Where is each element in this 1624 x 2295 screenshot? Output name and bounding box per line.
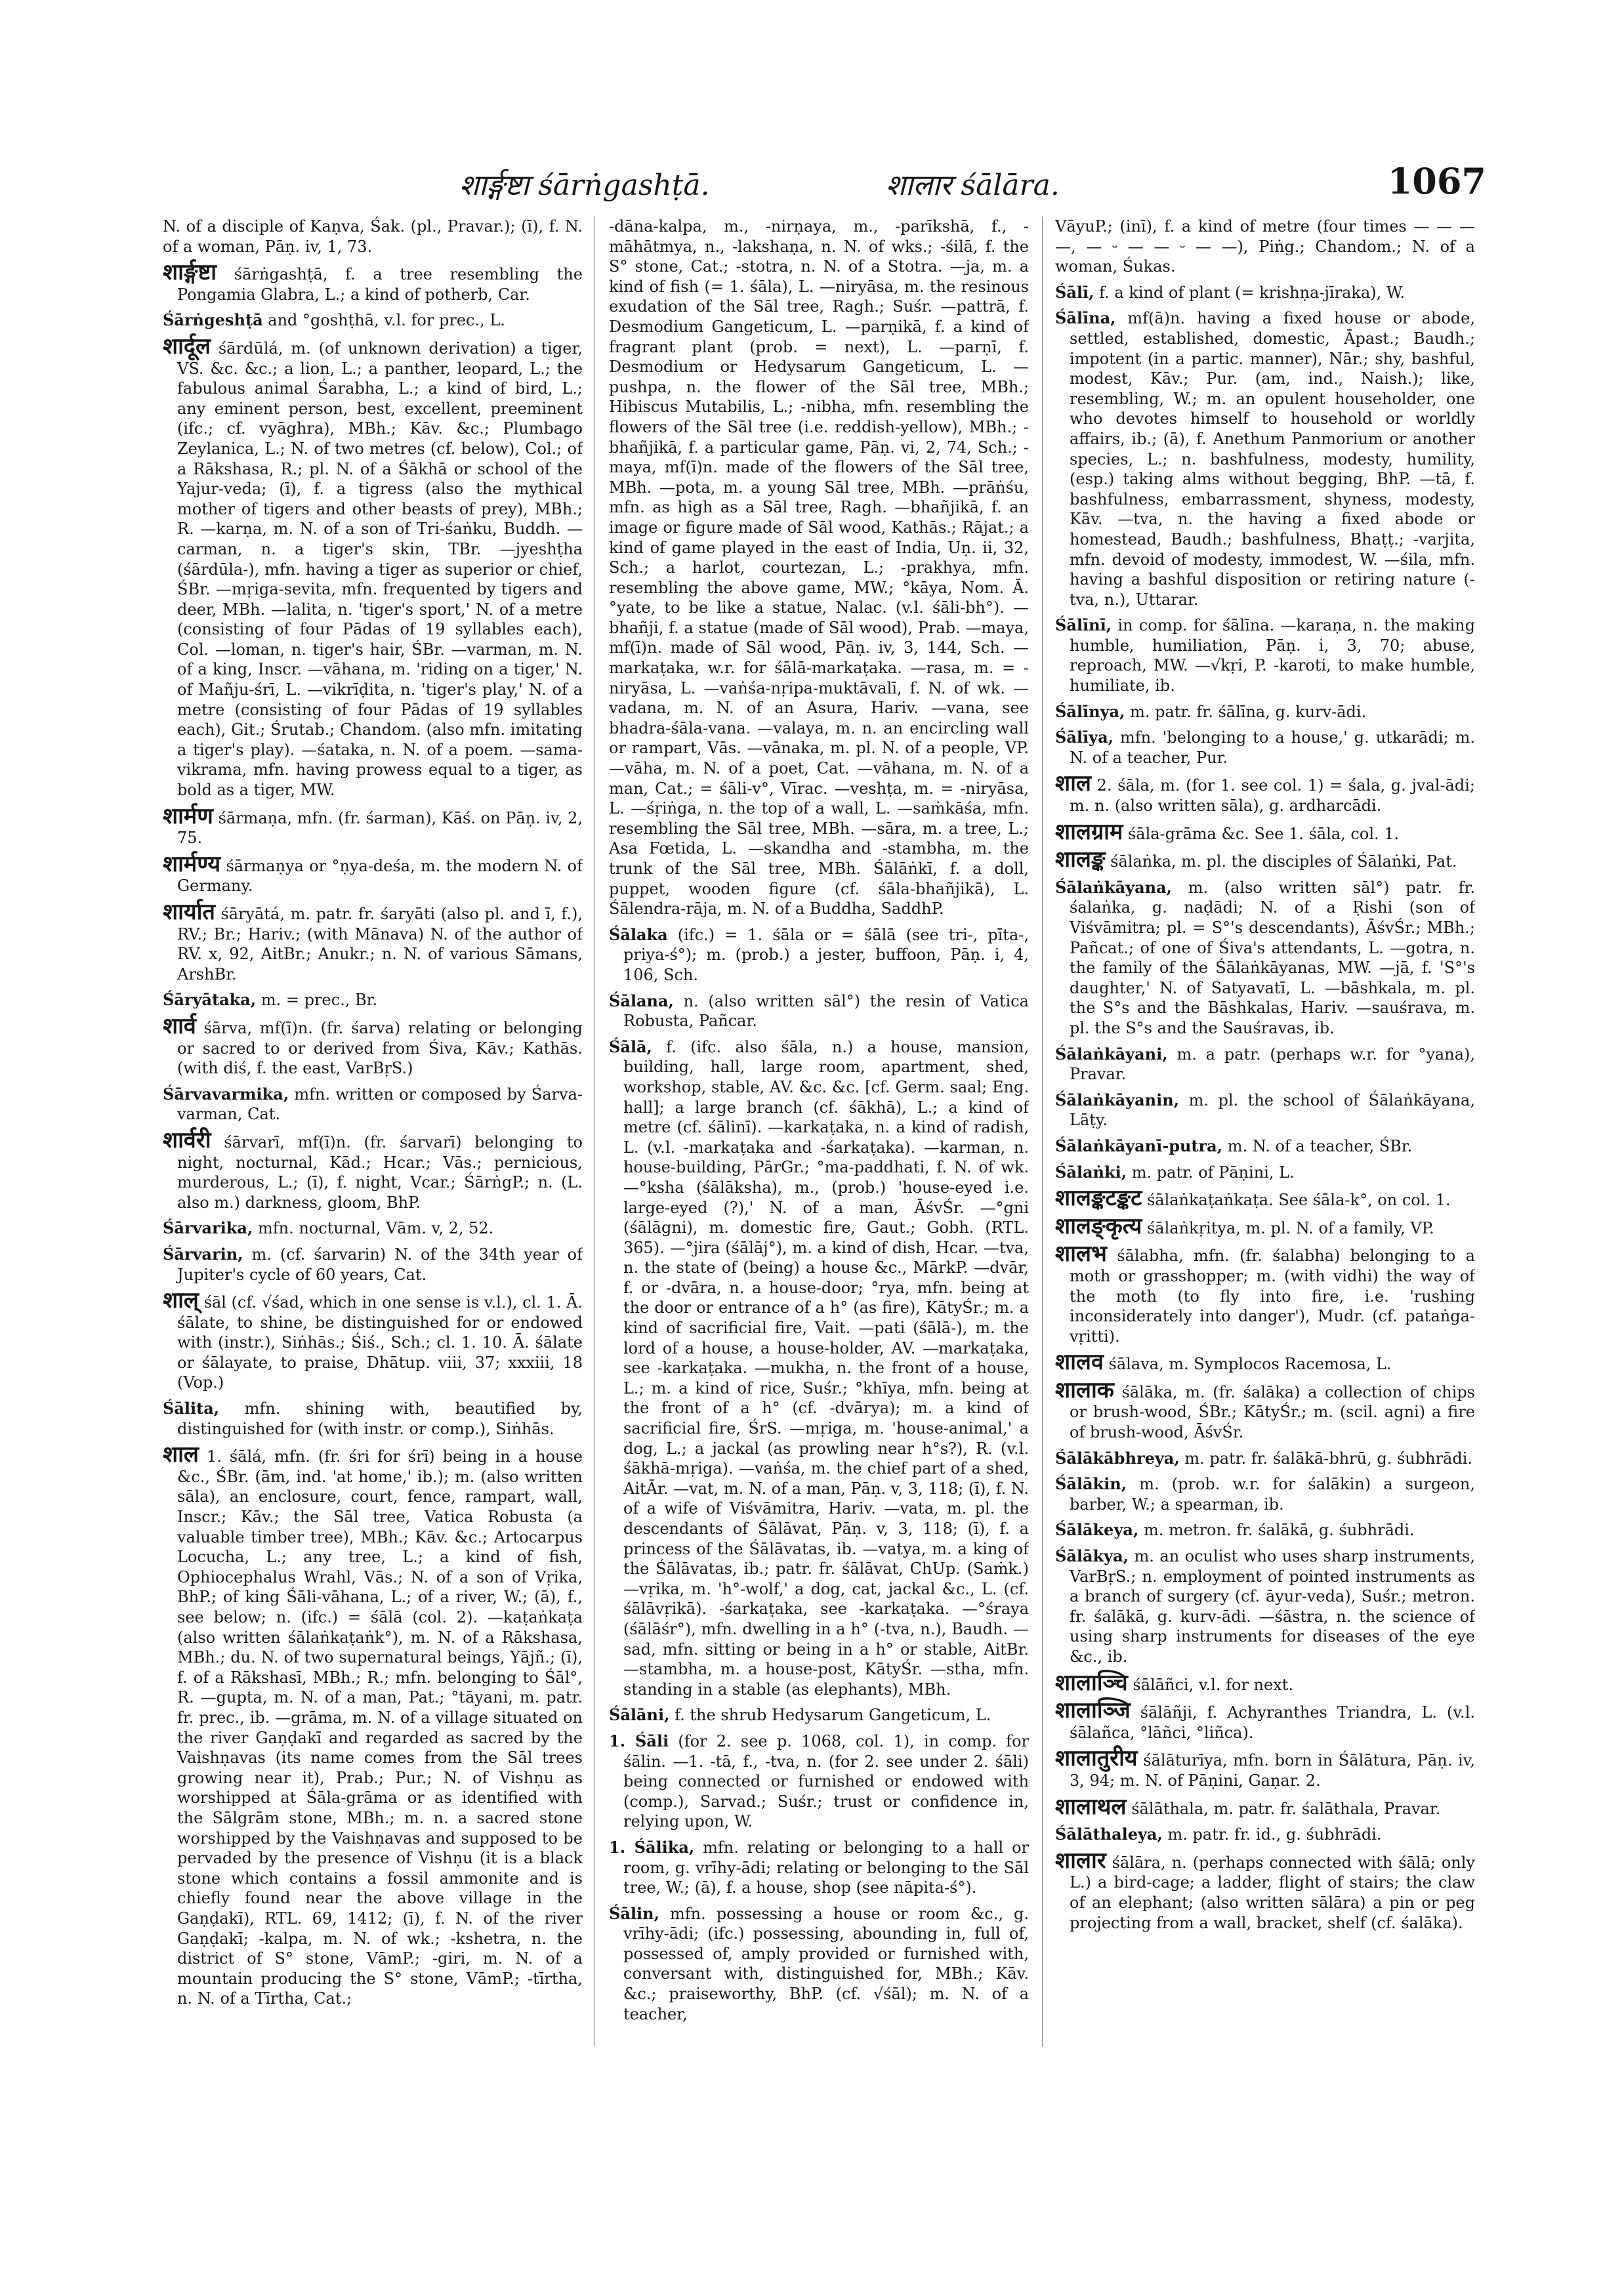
dictionary-entry (1055, 1847, 1475, 1933)
entry-headword: शार्वरी (163, 1127, 211, 1153)
dictionary-entry (609, 1904, 1029, 2025)
entry-headword: Śālaṅki, (1055, 1162, 1127, 1182)
entry-text: 2. śāla, m. (for 1. see col. 1) = śala, g. jval-ādi; m. n. (also written sāla), g. ardharcādi. (1070, 776, 1475, 816)
entry-headword: Śālāni, (609, 1705, 670, 1725)
dictionary-entry (609, 991, 1029, 1031)
entry-headword: Śālaṅkāyani, (1055, 1044, 1168, 1064)
dictionary-entry (1055, 308, 1475, 610)
entry-text: m. patr. fr. id., g. śubhrādi. (1167, 1825, 1382, 1844)
entry-text: f. (ifc. also śāla, n.) a house, mansion, building, hall, large room, apartment, shed, workshop, stable, AV. &c. &c. [cf. Germ. saal; Eng. hall]; a large branch (cf. śākhā), L.; a kind of metre (cf. śālinī). —karkaṭaka, n. a kind of radish, L. (v.l. -markaṭaka and -śarkaṭaka). —karman, n. house-building, PārGr.; °ma-paddhati, f. N. of wk. —°ksha (śālāksha), m., (prob.) 'house-eyed i.e. large-eyed (?),' N. of a man, ĀśvŚr. —°gni (śālāgni), m. domestic fire, Gaut.; Gobh. (RTL. 365). —°jira (śālāj°), m. a kind of dish, Hcar. —tva, n. the state of (being) a house &c., MārkP. —dvār, f. or -dvāra, n. a house-door; °rya, mfn. being at the door or entrance of a h° (as fire), KātyŚr.; m. a kind of sacrificial fire, Vait. —pati (śālā-), m. the lord of a house, a house-holder, AV. —markaṭaka, see -karkaṭaka. —mukha, n. the front of a house, L.; m. a kind of rice, Suśr.; °khīya, mfn. being at the front of a h° (cf. -dvārya); m. a kind of sacrificial fire, ŚrS. —mṛiga, m. 'house-animal,' a dog, L.; a jackal (as prowling near h°s?), R. (v.l. śākhā-mṛiga). —vaṅśa, m. the chief part of a shed, AitĀr. —vat, m. N. of a man, Pāṇ. v, 3, 118; (ī), f. N. of a wife of Viśvāmitra, Hariv. —vata, m. pl. the descendants of Śālāvat, Pāṇ. v, 3, 118; (ī), f. a princess of the Śālāvatas, ib. —vatya, m. a king of the Śālāvatas, ib.; patr. fr. śālāvat, ChUp. (Saṁk.) —vṛika, m. 'h°-wolf,' a dog, cat, jackal &c., L. (cf. śālāvṛikā). -śarkaṭaka, see -karkaṭaka. —°śraya (śālāśr°), mfn. dwelling in a h° (-tva, n.), Baudh. —sad, mfn. sitting or being in a h° or stable, AitBr. —stambha, m. a house-post, KātyŚr. —stha, mfn. standing in a stable (as elephants), MBh. (623, 1037, 1029, 1699)
entry-text: m. (also written sāl°) patr. fr. śalaṅka, g. naḍādi; N. of a Ṛishi (son of Viśvāmitra; pl. = S°'s descendants), ĀśvŚr.; MBh.; Pañcat.; of one of Śiva's attendants, L. —gotra, n. the family of the Śālaṅkāyanas, MW. —jā, f. 'S°'s daughter,' N. of Satyavatī, L. —bāshkala, m. pl. the S°s and the Bāshkalas, Hariv. —sauśrava, m. pl. the S°s and the Sauśravas, ib. (1070, 878, 1475, 1037)
entry-text: mfn. 'belonging to a house,' g. utkarādi; m. N. of a teacher, Pur. (1070, 728, 1475, 767)
entry-text: śāl (cf. √śad, which in one sense is v.l.), cl. 1. Ā. śālate, to shine, be distinguished for or endowed with (instr.), Siṅhās.; Śiś., Sch.; cl. 1. 10. Ā. śālate or śālayate, to praise, Dhātup. viii, 37; xxxiii, 18 (Vop.) (177, 1293, 583, 1392)
entry-text: mfn. nocturnal, Vām. v, 2, 52. (257, 1219, 494, 1238)
dictionary-entry (1055, 770, 1475, 816)
entry-headword: Śālā, (609, 1037, 652, 1056)
dictionary-entry (1055, 1697, 1475, 1743)
entry-headword: Śālana, (609, 991, 674, 1010)
entry-headword: शाल (163, 1441, 199, 1468)
dictionary-entry (163, 850, 583, 896)
entry-headword: शाल (1055, 770, 1091, 797)
dictionary-entry (609, 1731, 1029, 1832)
column-3 (1055, 217, 1475, 1939)
entry-text: mfn. possessing a house or room &c., g. vrīhy-ādi; (ifc.) possessing, abounding in, full of, possessed of, amply provided or furnished with, conversant with, distinguished for, MBh.; Kāv. &c.; praiseworthy, BhP. (cf. √śāl); m. N. of a teacher, (623, 1904, 1029, 2023)
entry-text: m. an oculist who uses sharp instruments, VarBṛS.; n. employment of pointed instruments as a branch of surgery (cf. āyur-veda), Suśr.; metron. fr. śalākā, g. kurv-ādi. —śāstra, n. the science of using sharp instruments for diseases of the eye &c., ib. (1070, 1547, 1475, 1666)
entry-text: mfn. written or composed by Śarva-varman, Cat. (177, 1085, 583, 1124)
entry-text: m. = prec., Br. (260, 991, 378, 1010)
dictionary-entry (1055, 1449, 1475, 1469)
dictionary-entry (163, 1399, 583, 1439)
entry-text: (for 2. see p. 1068, col. 1), in comp. for śālin. —1. -tā, f., -tva, n. (for 2. see under 2. śāli) being connected or furnished or endowed with (comp.), Sarvad.; Suśr.; trust or confidence in, relying upon, W. (623, 1731, 1029, 1831)
entry-text: n. (also written sāl°) the resin of Vatica Robusta, Pañcar. (623, 991, 1029, 1031)
entry-headword: Śālaṅkāyana, (1055, 877, 1173, 897)
dictionary-entry (1055, 1185, 1475, 1212)
dictionary-entry (1055, 1793, 1475, 1820)
entry-text: śālabha, mfn. (fr. śalabha) belonging to a moth or grasshopper; m. (with vidhi) the way of the moth (to fly into fire, i.e. 'rushing inconsiderately into danger'), Mudr. (cf. pataṅga-vṛitti). (1070, 1247, 1475, 1346)
entry-text: m. metron. fr. śalākā, g. śubhrādi. (1143, 1521, 1415, 1540)
entry-headword: Śārvarin, (163, 1244, 243, 1264)
dictionary-entry (1055, 1241, 1475, 1346)
dictionary-entry (1055, 1825, 1475, 1845)
entry-text: N. of a disciple of Kaṇva, Śak. (pl., Pravar.); (ī), f. N. of a woman, Pāṇ. iv, 1, 73. (163, 217, 583, 256)
dictionary-entry (163, 1127, 583, 1212)
entry-text: (ifc.) = 1. śāla or = śālā (see tri-, pīta-, priya-ś°); m. (prob.) a jester, buffoon, Pāṇ. i, 4, 106, Sch. (623, 925, 1029, 984)
dictionary-entry (163, 259, 583, 304)
column-rule (594, 217, 595, 2047)
entry-text: mf(ā)n. having a fixed house or abode, settled, established, domestic, Āpast.; Baudh.; impotent (in a partic. manner), Nār.; shy, bashful, modest, Kāv.; Pur. (am, ind., Naish.); like, resembling, W.; m. an opulent householder, one who devotes himself to household or worldly affairs, ib.; (ā), f. Anethum Panmorium or another species, L.; n. bashfulness, modesty, humility, (esp.) taking alms without begging, BhP. —tā, f. bashfulness, embarrassment, shyness, modesty, Kāv. —tva, n. the having a fixed abode or homestead, Baudh.; bashfulness, Bhaṭṭ.; -varjita, mfn. devoid of modesty, immodest, W. —śila, mfn. having a bashful disposition or retiring nature (-tva, n.), Uttarar. (1070, 309, 1475, 609)
entry-text: śālaṅkaṭaṅkaṭa. See śāla-k°, on col. 1. (1146, 1191, 1451, 1210)
entry-headword: Śālākeya, (1055, 1520, 1139, 1540)
entry-text: śālāka, m. (fr. śalāka) a collection of chips or brush-wood, ŚBr.; KātyŚr.; m. (scil. agni) a fire of brush-wood, ĀśvŚr. (1070, 1382, 1475, 1442)
dictionary-entry (1055, 1044, 1475, 1085)
entry-headword: शार्व (163, 1012, 196, 1039)
entry-text: m. N. of a teacher, ŚBr. (1227, 1136, 1413, 1155)
entry-headword: Śālākya, (1055, 1546, 1129, 1566)
entry-text: śāla-grāma &c. See 1. śāla, col. 1. (1127, 824, 1400, 843)
entry-headword: शालाथल (1055, 1793, 1127, 1820)
entry-headword: Śārvarika, (163, 1218, 253, 1238)
dictionary-entry (163, 1245, 583, 1285)
entry-headword: शालव (1055, 1349, 1104, 1376)
entry-headword: Śālākin, (1055, 1474, 1127, 1494)
entry-headword: Śārvavarmika, (163, 1084, 289, 1104)
left-running-head: शार्ङ्गष्टा śārṅgashṭā. (459, 169, 710, 202)
entry-text: m. (cf. śarvarin) N. of the 34th year of Jupiter's cycle of 60 years, Cat. (177, 1245, 583, 1284)
entry-headword: Śālīnī, (1055, 615, 1112, 635)
entry-text: śālaṅkṛitya, m. pl. N. of a family, VP. (1146, 1218, 1434, 1237)
dictionary-entry (1055, 1212, 1475, 1239)
dictionary-entry (1055, 1669, 1475, 1696)
entry-headword: Śālita, (163, 1399, 220, 1418)
dictionary-entry (1055, 615, 1475, 695)
dictionary-entry (163, 1218, 583, 1239)
column-1 (163, 217, 583, 2015)
dictionary-entry (163, 217, 583, 257)
dictionary-entry (1055, 1349, 1475, 1376)
entry-text: śālāra, n. (perhaps connected with śālā; only L.) a bird-cage; a ladder, flight of stairs; the claw of an elephant; (also written sālāra) a pin or peg projecting from a wall, bracket, shelf (cf. śalāka). (1070, 1853, 1475, 1932)
entry-text: śālaṅka, m. pl. the disciples of Śālaṅki, Pat. (1110, 852, 1457, 871)
entry-headword: शालङ्कृत्य (1055, 1212, 1142, 1239)
dictionary-entry (163, 802, 583, 848)
entry-text: m. pl. the school of Śālaṅkāyana, Lāṭy. (1070, 1090, 1475, 1130)
dictionary-entry (163, 1441, 583, 2009)
entry-text: śālāturīya, mfn. born in Śālātura, Pāṇ. iv, 3, 94; m. N. of Pāṇini, Gaṇar. 2. (1070, 1751, 1475, 1790)
entry-headword: शार्यात (163, 899, 215, 925)
entry-headword: 1. Śāli (609, 1731, 669, 1750)
dictionary-entry (1055, 1136, 1475, 1157)
entry-headword: 1. Śālika, (609, 1837, 695, 1857)
entry-headword: Śāryātaka, (163, 990, 257, 1010)
dictionary-entry (1055, 1163, 1475, 1183)
entry-text: m. a patr. (perhaps w.r. for °yana), Pravar. (1070, 1044, 1475, 1084)
entry-text: śārva, mf(ī)n. (fr. śarva) relating or belonging or sacred to or derived from Śiva, Kāv.; Kathās. (with diś, f. the east, VarBṛS.) (177, 1018, 583, 1078)
entry-text: śālāthala, m. patr. fr. śalāthala, Pravar. (1131, 1799, 1441, 1818)
entry-text: śārmaṇa, mfn. (fr. śarman), Kāś. on Pāṇ. iv, 2, 75. (177, 808, 583, 848)
center-running-head: शालार śālāra. (886, 169, 1060, 202)
entry-headword: शालाक (1055, 1376, 1114, 1403)
page-header (0, 160, 1624, 210)
entry-text: -dāna-kalpa, m., -nirṇaya, m., -parīkshā, f., -māhātmya, n., -lakshaṇa, n. N. of wks.; -śilā, f. the S° stone, Cat.; -stotra, n. N. of a Stotra. —ja, m. a kind of fish (= 1. śāla), L. —niryāsa, m. the resinous exudation of the Sāl tree, Ragh.; Suśr. —pattrā, f. Desmodium Gangeticum, L. —parṇikā, f. a kind of fragrant plant (prob. = next), L. —parṇī, f. Desmodium or Hedysarum Gangeticum, L. —pushpa, n. the flower of the Sāl tree, MBh.; Hibiscus Mutabilis, L.; -nibha, mfn. resembling the flowers of the Sāl tree (i.e. reddish-yellow), MBh.; -bhañjikā, f. a particular game, Pāṇ. vi, 2, 74, Sch.; -maya, mf(ī)n. made of the flowers of the Sāl tree, MBh. —pota, m. a young Sāl tree, MBh. —prāṅśu, mfn. as high as a Sāl tree, Ragh. —bhañjikā, f. an image or figure made of Sāl wood, Kathās.; Rājat.; a kind of game played in the east of India, Uṇ. ii, 32, Sch.; a harlot, courtezan, L.; -prakhya, mfn. resembling the above game, MW.; °kāya, Nom. Ā. °yate, to be like a statue, Nalac. (v.l. śāli-bh°). —bhañji, f. a statue (made of Sāl wood), Prab. —maya, mf(ī)n. made of Sāl wood, Pāṇ. iv, 3, 144, Sch. —markaṭaka, w.r. for śālā-markaṭaka. —rasa, m. = -niryāsa, L. —vaṅśa-nṛipa-muktāvalī, f. N. of wk. —vadana, m. N. of an Asura, Hariv. —vana, see bhadra-śāla-vana. —valaya, m. n. an encircling wall or rampart, Vās. —vānaka, m. pl. N. of a people, VP. —vāha, m. N. of a poet, Cat. —vāhana, m. N. of a man, Cat.; = śāli-v°, Vīrac. —veshṭa, m. = -niryāsa, L. —śṛiṅga, n. the top of a wall, L. —saṁkāśa, mfn. resembling the Sāl tree, MBh. —sāra, m. a tree, L.; Asa Fœtida, L. —skandha and -stambha, m. the trunk of the Sāl tree, MBh. Śālāṅkī, f. a doll, puppet, wooden figure (cf. śāla-bhañjikā), L. Śālendra-rāja, m. N. of a Buddha, SaddhP. (609, 217, 1029, 919)
entry-text: śālava, m. Symplocos Racemosa, L. (1108, 1355, 1392, 1374)
entry-text: 1. śālá, mfn. (fr. śri for śrī) being in a house &c., ŚBr. (ām, ind. 'at home,' ib.); m. (also written sāla), an enclosure, court, fence, rampart, wall, Inscr.; Kāv.; the Sāl tree, Vatica Robusta (a valuable timber tree), MBh.; Kāv. &c.; Artocarpus Locucha, L.; any tree, L.; a kind of fish, Ophiocephalus Wrahl, Vās.; N. of a son of Vṛika, BhP.; of king Śāli-vāhana, L.; of a river, W.; (ā), f., see below; n. (ifc.) = śālā (col. 2). —kaṭaṅkaṭa (also written śālaṅkaṭaṅk°), m. N. of a Rākshasa, MBh.; du. N. of two supernatural beings, Yājñ.; (ī), f. of a Rākshasī, MBh.; R.; mfn. belonging to Śāl°, R. —gupta, m. N. of a man, Pat.; °tāyani, m. patr. fr. prec., ib. —grāma, m. N. of a village situated on the river Gaṇḍakī and regarded as sacred by the Vaishṇavas (its name comes from the Sāl trees growing near it), Prab.; Pur.; N. of Vishṇu as worshipped at Śāla-grāma or as identified with the Sālgrām stone, MBh.; m. n. a sacred stone worshipped by the Vaishṇavas and supposed to be pervaded by the presence of Vishṇu (it is a black stone which contains a fossil ammonite and is chiefly found near the above village in the Gaṇḍakī), RTL. 69, 1412; (ī), f. N. of the river Gaṇḍakī; -kalpa, m. N. of wk.; -kshetra, n. the district of S° stone, VāmP.; -giri, m. N. of a mountain producing the S° stone, VāmP.; -tīrtha, n. N. of a Tīrtha, Cat.; (177, 1447, 583, 2008)
entry-text: m. patr. fr. śalākā-bhrū, g. śubhrādi. (1184, 1449, 1473, 1468)
dictionary-entry (163, 990, 583, 1010)
entry-headword: Śālākābhreya, (1055, 1448, 1180, 1468)
entry-headword: शालङ्कटङ्कट (1055, 1185, 1142, 1212)
dictionary-entry (1055, 818, 1475, 845)
entry-headword: शालग्राम (1055, 818, 1123, 845)
dictionary-entry (163, 333, 583, 800)
entry-text: m. patr. of Pāṇini, L. (1131, 1163, 1295, 1182)
entry-headword: शालातुरीय (1055, 1745, 1138, 1772)
dictionary-entry (1055, 1546, 1475, 1667)
dictionary-entry (1055, 217, 1475, 277)
dictionary-entry (1055, 728, 1475, 768)
entry-headword: शार्मण (163, 802, 213, 829)
dictionary-entry (1055, 1520, 1475, 1540)
dictionary-entry (1055, 878, 1475, 1039)
page-number: 1067 (1387, 160, 1486, 202)
entry-text: śālāñci, v.l. for next. (1133, 1675, 1294, 1694)
entry-headword: शार्दूल (163, 333, 211, 360)
entry-headword: Śālīna, (1055, 308, 1116, 328)
entry-text: śārmaṇya or °ṇya-deśa, m. the modern N. of Germany. (177, 856, 583, 896)
entry-text: śāryātá, m. patr. fr. śaryāti (also pl. and ī, f.), RV.; Br.; Hariv.; (with Mānava) N. of the author of RV. x, 92, AitBr.; Anukr.; n. N. of various Sāmans, ArshBr. (177, 905, 583, 983)
entry-headword: Śālīnya, (1055, 701, 1125, 721)
entry-headword: शालङ्क (1055, 846, 1106, 873)
dictionary-entry (163, 1012, 583, 1079)
dictionary-entry (1055, 1376, 1475, 1443)
dictionary-entry (1055, 1745, 1475, 1790)
entry-headword: Śālaṅkāyanin, (1055, 1090, 1180, 1109)
entry-headword: शालार (1055, 1847, 1106, 1874)
entry-text: śālāñji, f. Achyranthes Triandra, L. (v.l. śālañca, °lāñci, °liñca). (1070, 1703, 1475, 1742)
entry-text: f. the shrub Hedysarum Gangeticum, L. (675, 1706, 991, 1725)
entry-headword: Śālī, (1055, 282, 1094, 302)
entry-text: m. patr. fr. śālīna, g. kurv-ādi. (1130, 702, 1367, 721)
entry-headword: Śālaka (609, 924, 668, 944)
column-rule (1042, 217, 1043, 2047)
entry-text: mfn. shining with, beautified by, distinguished for (with instr. or comp.), Siṅhās. (177, 1399, 583, 1438)
entry-text: mfn. relating or belonging to a hall or room, g. vrīhy-ādi; relating or belonging to the Sāl tree, W.; (ā), f. a house, shop (see nāpita-ś°). (623, 1838, 1029, 1897)
entry-headword: Śālaṅkāyanī-putra, (1055, 1136, 1223, 1155)
entry-text: śārdūlá, m. (of unknown derivation) a tiger, VS. &c. &c.; a lion, L.; a panther, leopard, L.; the fabulous animal Śarabha, L.; a kind of bird, L.; any eminent person, best, excellent, preeminent (ifc.; cf. vyāghra), MBh.; Kāv. &c.; Plumbago Zeylanica, L.; N. of two metres (cf. below), Col.; of a Rākshasa, R.; pl. N. of a Śākhā or school of the Yajur-veda; (ī), f. a tigress (also the mythical mother of tigers and other beasts of prey), MBh.; R. —karṇa, m. N. of a son of Tri-śaṅku, Buddh. —carman, n. a tiger's skin, TBr. —jyeshṭha (śārdūla-), mfn. having a tiger as superior or chief, ŚBr. —mṛiga-sevita, mfn. frequented by tigers and deer, MBh. —lalita, n. 'tiger's sport,' N. of a metre (consisting of four Pādas of 19 syllables each), Col. —loman, n. tiger's hair, ŚBr. —varman, m. N. of a king, Inscr. —vāhana, m. 'riding on a tiger,' N. of Mañju-śrī, L. —vikrīḍita, n. 'tiger's play,' N. of a metre (consisting of four Pādas of 19 syllables each), Git.; Śrutab.; Chandom. (also mfn. imitating a tiger's play). —śataka, n. N. of a poem. —sama-vikrama, mfn. having prowess equal to a tiger, as bold as a tiger, MW. (177, 339, 583, 800)
entry-text: śārvarī, mf(ī)n. (fr. śarvarī) belonging to night, nocturnal, Kād.; Hcar.; Vās.; pernicious, murderous, L.; (ī), f. night, Vcar.; ŚārṅgP.; n. (L. also m.) darkness, gloom, BhP. (177, 1132, 583, 1212)
entry-text: f. a kind of plant (= krishṇa-jīraka), W. (1099, 283, 1405, 302)
dictionary-entry (1055, 846, 1475, 873)
entry-headword: Śālāthaleya, (1055, 1825, 1163, 1844)
dictionary-entry (163, 1287, 583, 1393)
dictionary-entry (1055, 283, 1475, 303)
dictionary-entry (163, 1085, 583, 1125)
dictionary-entry (609, 925, 1029, 985)
dictionary-entry (1055, 1474, 1475, 1514)
dictionary-entry (1055, 1090, 1475, 1130)
entry-text: śārṅgashṭā, f. a tree resembling the Pongamia Glabra, L.; a kind of potherb, Car. (177, 265, 583, 304)
column-2 (609, 217, 1029, 2030)
entry-text: VāyuP.; (inī), f. a kind of metre (four times — — — —, — ⏑ — — ⏑ — —), Piṅg.; Chandom.; N. of a woman, Śukas. (1055, 217, 1475, 276)
dictionary-entry (1055, 702, 1475, 722)
dictionary-entry (163, 899, 583, 984)
entry-headword: शाल् (163, 1287, 199, 1314)
entry-text: and °goshṭhā, v.l. for prec., L. (268, 311, 505, 330)
dictionary-entry (609, 1838, 1029, 1898)
entry-headword: शालभ (1055, 1241, 1107, 1268)
entry-text: in comp. for śālīna. —karaṇa, n. the making humble, humiliation, Pāṇ. i, 3, 70; abuse, reproach, MW. —√kṛi, P. -karoti, to make humble, humiliate, ib. (1070, 616, 1475, 695)
entry-headword: शार्मण्य (163, 850, 221, 877)
entry-headword: शालाञ्जि (1055, 1697, 1131, 1724)
dictionary-entry (609, 1037, 1029, 1700)
dictionary-entry (609, 1705, 1029, 1726)
entry-text: m. (prob. w.r. for śalākin) a surgeon, barber, W.; a spearman, ib. (1070, 1475, 1475, 1514)
entry-headword: शालाञ्चि (1055, 1669, 1128, 1696)
entry-headword: Śālin, (609, 1903, 659, 1923)
entry-headword: शार्ङ्गष्टा (163, 259, 217, 286)
dictionary-entry (163, 310, 583, 331)
entry-headword: Śālīya, (1055, 728, 1114, 747)
entry-headword: Śārṅgeshṭā (163, 310, 263, 330)
dictionary-entry (609, 217, 1029, 919)
